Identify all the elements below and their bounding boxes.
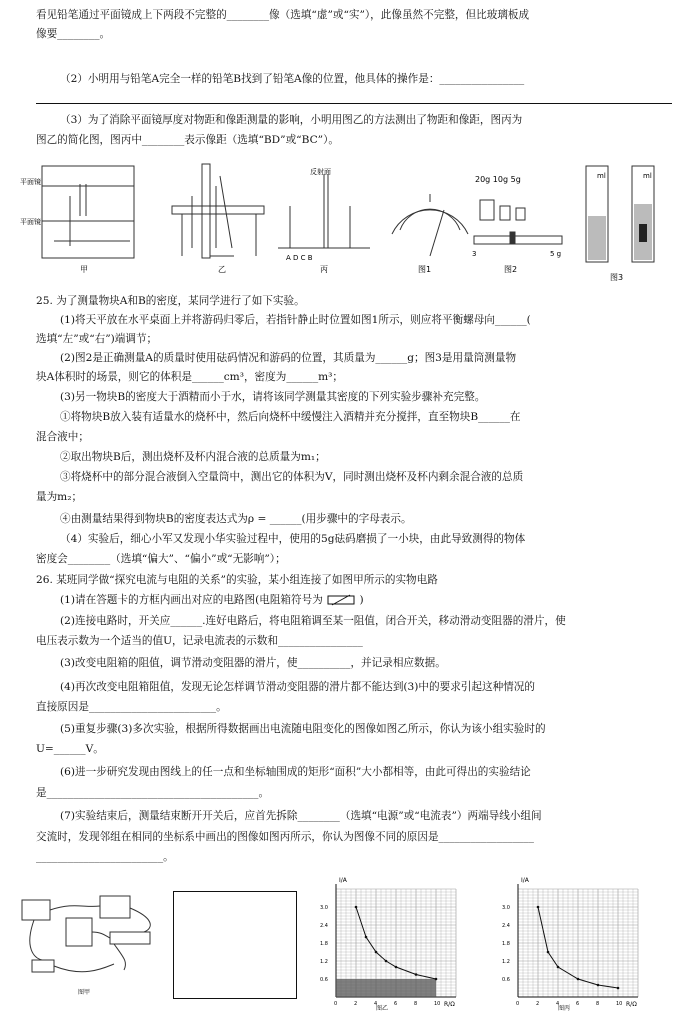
q25-p3-2: ②取出物块B后，测出烧杯及杯内混合液的总质量为m₁； <box>60 451 326 463</box>
y-tick-label: 0.6 <box>502 977 510 983</box>
area-rectangle <box>336 979 436 997</box>
q24-line1: 看见铅笔通过平面镜成上下两段不完整的________像（选填“虚”或“实”），此像虽然不完整，但比玻璃板成 <box>36 9 530 21</box>
label-fig1: 图1 <box>418 265 432 274</box>
x-tick-label: 0 <box>516 1001 520 1007</box>
x-tick-label: 6 <box>576 1001 580 1007</box>
q25-p3-1b: 混合液中； <box>36 431 89 443</box>
data-point <box>375 951 378 954</box>
figure-3-cylinders <box>586 166 654 262</box>
rheostat <box>110 932 150 944</box>
data-point <box>597 984 600 987</box>
q24-sub3b: 图乙的简化图，图丙中________表示像距（选填“BD”或“BC”）。 <box>36 134 339 146</box>
x-tick-label: 0 <box>334 1001 338 1007</box>
data-point <box>395 966 398 969</box>
q26-p7b: 交流时，发现邻组在相同的坐标系中画出的图像如图丙所示，你认为图像不同的原因是__________________ <box>36 831 534 843</box>
y-tick-label: 2.4 <box>320 923 328 929</box>
y-tick-label: 1.8 <box>502 941 510 947</box>
chart-caption: 图乙 <box>376 1005 389 1012</box>
data-point <box>385 960 388 963</box>
q26-p4a: (4)再次改变电阻箱阻值，发现无论怎样调节滑动变阻器的滑片都不能达到(3)中的要求引起这种情况的 <box>60 681 535 693</box>
q25-p3: (3)另一物块B的密度大于酒精而小于水，请将该同学测量其密度的下列实验步骤补充完整。 <box>60 391 486 403</box>
x-tick-label: 10 <box>616 1001 623 1007</box>
q25-p3-3b: 量为m₂； <box>36 491 83 503</box>
q24-sub2: （2）小明用与铅笔A完全一样的铅笔B找到了铅笔A像的位置，他具体的操作是：________________ <box>60 73 525 85</box>
figure-strip-top <box>20 156 680 284</box>
q26-p1 <box>60 593 673 607</box>
x-tick-label: 4 <box>374 1001 378 1007</box>
bing-mirror-label: 反射面 <box>310 168 331 176</box>
chart-bing <box>498 872 648 1012</box>
q25-p2a: (2)图2是正确测量A的质量时使用砝码情况和游码的位置，其质量为______g；图3是用量筒测量物 <box>60 352 517 364</box>
q26-p5a: (5)重复步骤(3)多次实验，根据所得数据画出电流随电阻变化的图像如图乙所示，你认为该小组实验时的 <box>60 723 546 735</box>
q26-p1-end: ) <box>359 594 364 606</box>
data-point <box>355 906 358 909</box>
figure-bing-sketch <box>278 174 370 248</box>
q26-p6a: (6)进一步研究发现由图线上的任一点和坐标轴围成的矩形“面积”大小都相等，由此可得出的实验结论 <box>60 766 531 778</box>
resistance-box <box>66 918 92 946</box>
q25-p3-1a: ①将物块B放入装有适量水的烧杯中，然后向烧杯中缓慢注入酒精并充分搅拌，直至物块B______在 <box>60 411 521 423</box>
label-fig2: 图2 <box>504 265 518 274</box>
data-point <box>617 987 620 990</box>
x-tick-label: 2 <box>354 1001 358 1007</box>
y-tick-label: 1.2 <box>320 959 328 965</box>
label-bing: 丙 <box>320 265 328 274</box>
q26-p1-text: (1)请在答题卡的方框内画出对应的电路图(电阻箱符号为 <box>60 594 323 606</box>
x-axis-label: R/Ω <box>626 1001 637 1008</box>
q26-p7a: (7)实验结束后，测量结束断开开关后，应首先拆除________（选填“电源”或“电流表”）两端导线小组间 <box>60 810 542 822</box>
data-point <box>365 936 368 939</box>
data-point <box>577 978 580 981</box>
x-tick-label: 2 <box>536 1001 540 1007</box>
x-tick-label: 10 <box>434 1001 441 1007</box>
figure-yi-ruler-setup <box>172 164 264 258</box>
data-point <box>557 966 560 969</box>
jia-upper-label: 平面镜 <box>20 178 41 186</box>
q25-p4a: （4）实验后，细心小军又发现小华实验过程中，使用的5g砝码磨损了一小块，由此导致测得的物体 <box>60 533 526 545</box>
q26-p5b: U=______V。 <box>36 743 104 755</box>
q24-sub3a: （3）为了消除平面镜厚度对物距和像距测量的影响，小明用图乙的方法测出了物距和像距，图丙为 <box>60 114 523 126</box>
chart-caption: 图丙 <box>558 1005 571 1012</box>
grid <box>518 889 638 997</box>
y-tick-label: 2.4 <box>502 923 510 929</box>
y-axis-label: I/A <box>339 877 347 884</box>
q25-p3-4: ④由测量结果得到物块B的密度表达式为ρ = ______(用步骤中的字母表示。 <box>60 513 412 525</box>
meter-left <box>22 900 50 920</box>
x-axis-label: R/Ω <box>444 1001 455 1008</box>
y-tick-label: 0.6 <box>320 977 328 983</box>
y-tick-label: 1.8 <box>320 941 328 947</box>
x-tick-label: 6 <box>394 1001 398 1007</box>
cylinder-ml-unit: ml <box>597 172 606 180</box>
label-fig3: 图3 <box>610 273 624 282</box>
q26-p7c: ________________________。 <box>36 851 174 863</box>
q25-p1b: 选填“左”或“右”)端调节； <box>36 333 158 345</box>
q26-p3: (3)改变电阻箱的阻值，调节滑动变阻器的滑片，使__________，并记录相应数据。 <box>60 657 446 669</box>
y-tick-label: 1.2 <box>502 959 510 965</box>
q26-p2b: 电压表示数为一个适当的值U，记录电流表的示数和________________ <box>36 635 363 647</box>
cylinder-ml-unit: ml <box>643 172 652 180</box>
q25-p4b: 密度会________（选填“偏大”、“偏小”或“无影响”）； <box>36 553 286 565</box>
label-fig-jia: 图甲 <box>78 989 91 996</box>
x-tick-label: 8 <box>414 1001 418 1007</box>
figure-2-weights-rider <box>474 200 562 244</box>
figure-1-balance-dial <box>392 194 468 256</box>
x-tick-label: 8 <box>596 1001 600 1007</box>
label-jia: 甲 <box>80 265 88 274</box>
battery <box>32 960 54 972</box>
data-point <box>537 906 540 909</box>
q26-p6b: 是________________________________________。 <box>36 787 270 799</box>
figure-jia-circuit <box>14 888 164 1000</box>
data-point <box>415 973 418 976</box>
scale-5g: 5 g <box>550 250 562 258</box>
label-yi: 乙 <box>218 265 226 274</box>
q25-p1a: (1)将天平放在水平桌面上并将游码归零后，若指针静止时位置如图1所示，则应将平衡螺母向______( <box>60 314 531 326</box>
q25-p2b: 块A体积时的场景，则它的体积是______cm³，密度为______m³； <box>36 371 344 383</box>
answer-box <box>173 891 297 999</box>
resistance-box-symbol <box>326 594 356 606</box>
q25-p3-3a: ③将烧杯中的部分混合液倒入空量筒中，测出它的体积为V，同时测出烧杯及杯内剩余混合液的总质 <box>60 471 524 483</box>
q26-title: 26. 某班同学做“探究电流与电阻的关系”的实验，某小组连接了如图甲所示的实物电路 <box>36 574 438 586</box>
data-point <box>435 978 438 981</box>
q24-line2: 像要________。 <box>36 28 111 40</box>
y-tick-label: 3.0 <box>320 905 328 911</box>
q25-title: 25. 为了测量物块A和B的密度，某同学进行了如下实验。 <box>36 295 305 307</box>
bing-points-label: A D C B <box>286 254 313 262</box>
data-point <box>547 951 550 954</box>
q26-p4b: 直接原因是________________________。 <box>36 701 227 713</box>
answer-line <box>36 103 672 104</box>
weights-label: 20g 10g 5g <box>475 175 521 184</box>
q26-p2a: (2)连接电路时，开关应______.连好电路后，将电阻箱调至某一阻值，闭合开关，移动滑动变阻器的滑片，使 <box>60 615 566 627</box>
scale-3: 3 <box>472 250 477 258</box>
y-tick-label: 3.0 <box>502 905 510 911</box>
chart-yi <box>316 872 466 1012</box>
jia-lower-label: 平面镜 <box>20 218 41 226</box>
meter-right <box>100 896 130 918</box>
figure-jia-mirror-setup <box>42 166 134 258</box>
x-tick-label: 4 <box>556 1001 560 1007</box>
y-axis-label: I/A <box>521 877 529 884</box>
